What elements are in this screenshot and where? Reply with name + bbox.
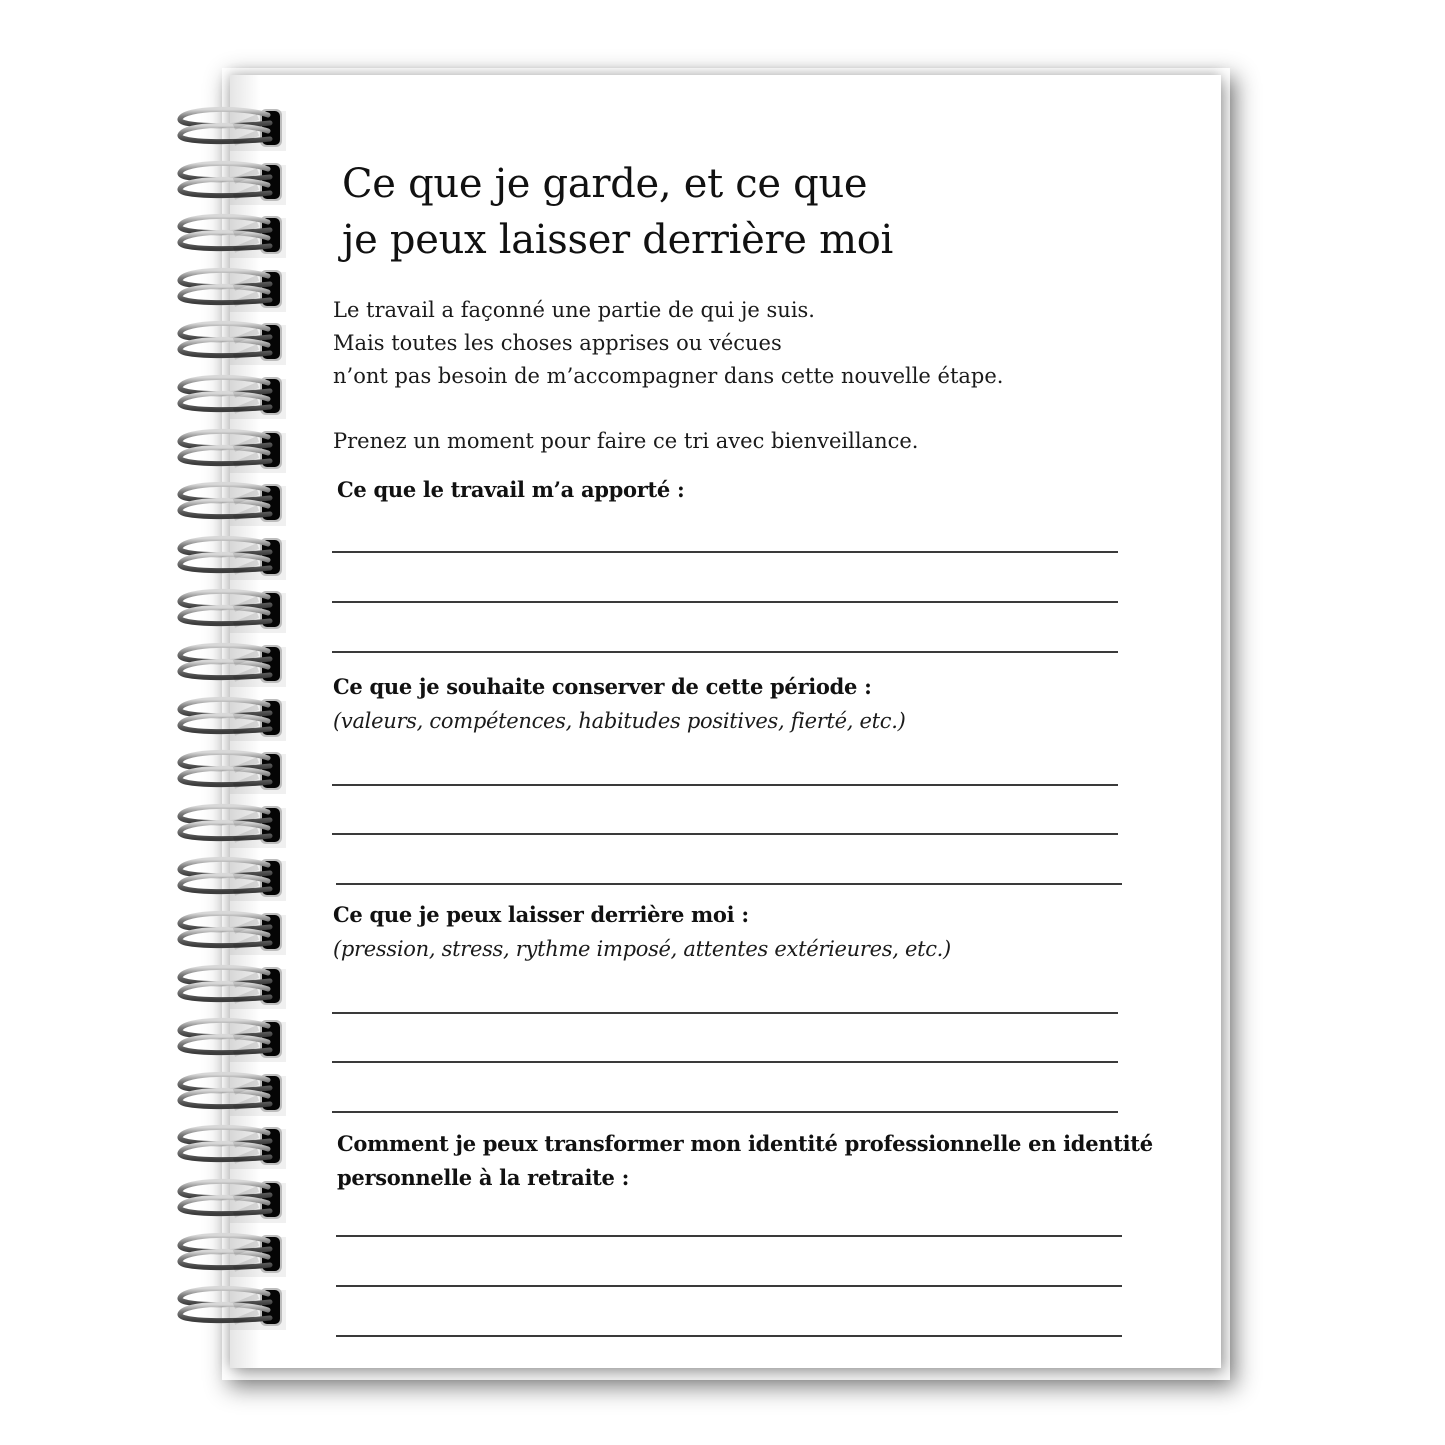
writing-line[interactable] — [332, 601, 1118, 603]
spiral-ring-icon — [174, 748, 286, 794]
section-label-laisser: Ce que je peux laisser derrière moi : — [333, 902, 749, 927]
section-label-transformer — [337, 1127, 1153, 1195]
spiral-ring-icon — [174, 909, 286, 955]
spiral-ring-icon — [174, 480, 286, 526]
spiral-ring-icon — [174, 159, 286, 205]
writing-line[interactable] — [336, 1235, 1122, 1237]
spiral-ring-icon — [174, 802, 286, 848]
intro-line-4: Prenez un moment pour faire ce tri avec bienveillance. — [333, 429, 919, 453]
spiral-ring-icon — [174, 212, 286, 258]
spiral-ring-icon — [174, 855, 286, 901]
writing-line[interactable] — [332, 833, 1118, 835]
intro-line-3: n’ont pas besoin de m’accompagner dans cette nouvelle étape. — [333, 364, 1004, 388]
writing-line[interactable] — [332, 784, 1118, 786]
spiral-ring-icon — [174, 695, 286, 741]
writing-line[interactable] — [332, 1061, 1118, 1063]
writing-line[interactable] — [332, 551, 1118, 553]
spiral-ring-icon — [174, 1016, 286, 1062]
spiral-ring-icon — [174, 319, 286, 365]
spiral-ring-icon — [174, 105, 286, 151]
section-label-transformer-line-1: Comment je peux transformer mon identité professionnelle en identité — [337, 1131, 1153, 1156]
section-label-conserver: Ce que je souhaite conserver de cette période : — [333, 674, 872, 699]
spiral-ring-icon — [174, 266, 286, 312]
title-line-2: je peux laisser derrière moi — [342, 217, 893, 263]
spiral-ring-icon — [174, 1177, 286, 1223]
section-hint-conserver: (valeurs, compétences, habitudes positives, fierté, etc.) — [333, 709, 906, 733]
title-line-1: Ce que je garde, et ce que — [342, 161, 868, 207]
spiral-ring-icon — [174, 1123, 286, 1169]
intro-line-2: Mais toutes les choses apprises ou vécues — [333, 331, 782, 355]
intro-line-1: Le travail a façonné une partie de qui je suis. — [333, 298, 815, 322]
writing-line[interactable] — [332, 1012, 1118, 1014]
spiral-ring-icon — [174, 587, 286, 633]
section-hint-laisser: (pression, stress, rythme imposé, attentes extérieures, etc.) — [333, 937, 951, 961]
spiral-ring-icon — [174, 534, 286, 580]
intro-text — [333, 294, 1003, 458]
section-label-apports: Ce que le travail m’a apporté : — [337, 477, 685, 502]
spiral-ring-icon — [174, 1070, 286, 1116]
spiral-ring-icon — [174, 1231, 286, 1277]
writing-line[interactable] — [336, 883, 1122, 885]
spiral-ring-icon — [174, 963, 286, 1009]
writing-line[interactable] — [332, 651, 1118, 653]
spiral-ring-icon — [174, 1284, 286, 1330]
page-title — [342, 156, 893, 268]
spiral-ring-icon — [174, 373, 286, 419]
spiral-ring-icon — [174, 427, 286, 473]
spiral-ring-icon — [174, 641, 286, 687]
writing-line[interactable] — [336, 1285, 1122, 1287]
section-label-transformer-line-2: personnelle à la retraite : — [337, 1165, 630, 1190]
spiral-binding — [174, 105, 294, 1345]
writing-line[interactable] — [336, 1335, 1122, 1337]
writing-line[interactable] — [332, 1111, 1118, 1113]
